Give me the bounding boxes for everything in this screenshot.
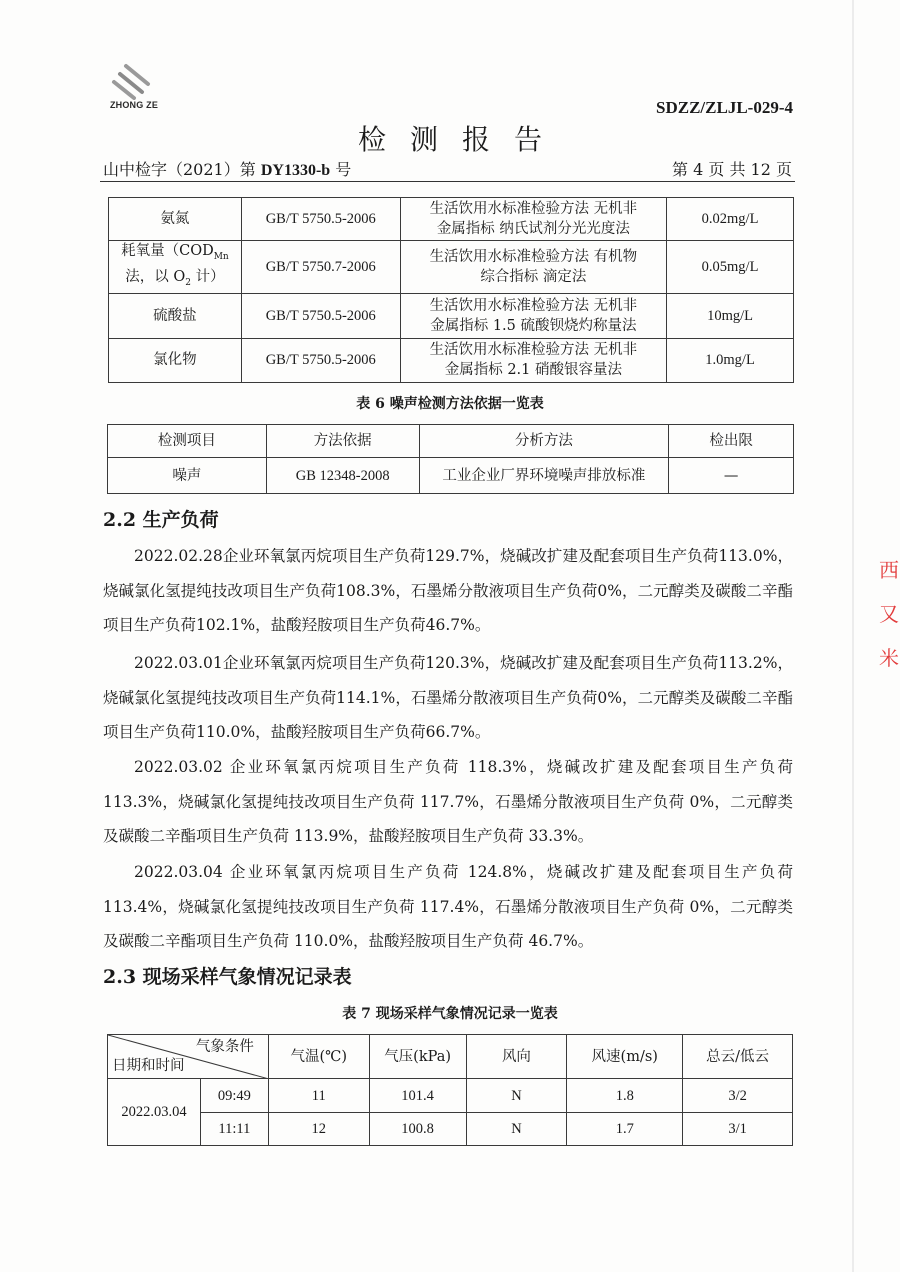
column-header: 气温(℃) bbox=[268, 1035, 369, 1079]
method-line: 生活饮用水标准检验方法 无机非 bbox=[429, 297, 638, 314]
production-load-paragraph: 2022.03.02 企业环氧氯丙烷项目生产负荷 118.3%，烧碱改扩建及配套项目生产负荷 113.3%，烧碱氯化氢提纯技改项目生产负荷 117.7%，石墨烯分散液项目生产负荷 0%，二元醇类及碳酸二辛酯项目生产负荷 113.9%，盐酸羟胺项目生产负荷 33.3%。 bbox=[103, 758, 793, 845]
limit-cell: 0.02mg/L bbox=[667, 198, 794, 241]
report-number-id: DY1330-b bbox=[260, 162, 331, 179]
column-header: 风速(m/s) bbox=[567, 1035, 683, 1079]
table-row bbox=[109, 198, 794, 241]
seal-char: 米 bbox=[879, 646, 899, 670]
logo-stripes-icon bbox=[104, 62, 164, 100]
report-number-suffix: 号 bbox=[335, 160, 352, 179]
time-cell: 09:49 bbox=[200, 1079, 268, 1113]
column-header: 检测项目 bbox=[108, 425, 267, 458]
table-row bbox=[109, 338, 794, 382]
table-row bbox=[108, 458, 794, 494]
document-title: 检测报告 bbox=[357, 123, 566, 156]
limit-cell: — bbox=[669, 458, 794, 494]
section-heading-production-load: 2.2 生产负荷 bbox=[103, 509, 219, 531]
item-line: 法，以 $O_2$ 计） bbox=[125, 268, 225, 288]
table-header-row bbox=[108, 1035, 793, 1079]
seal-char: 西 bbox=[879, 558, 899, 582]
column-header: 风向 bbox=[466, 1035, 567, 1079]
method-cell bbox=[400, 293, 666, 338]
item-cell: 氨氮 bbox=[109, 198, 242, 241]
production-load-paragraph: 2022.03.04 企业环氧氯丙烷项目生产负荷 124.8%，烧碱改扩建及配套项目生产负荷 113.4%，烧碱氯化氢提纯技改项目生产负荷 117.4%，石墨烯分散液项目生产负荷 0%，二元醇类及碳酸二辛酯项目生产负荷 110.0%，盐酸羟胺项目生产负荷 46.7%。 bbox=[103, 863, 793, 950]
column-header: 检出限 bbox=[669, 425, 794, 458]
table-row bbox=[108, 1113, 793, 1146]
method-cell bbox=[400, 241, 666, 294]
method-line: 金属指标 2.1 硝酸银容量法 bbox=[444, 362, 622, 379]
water-methods-table bbox=[108, 197, 794, 383]
wind-direction-cell: N bbox=[466, 1113, 567, 1146]
page-info: 第 4 页 共 12 页 bbox=[672, 160, 792, 179]
document-code: SDZZ/ZLJL-029-4 bbox=[656, 98, 793, 117]
header-divider bbox=[100, 181, 795, 182]
method-cell bbox=[400, 338, 666, 382]
time-cell: 11:11 bbox=[200, 1113, 268, 1146]
column-header: 方法依据 bbox=[266, 425, 419, 458]
logo-text: ZHONG ZE bbox=[109, 100, 159, 110]
method-line: 生活饮用水标准检验方法 无机非 bbox=[429, 201, 638, 217]
page-edge-shadow bbox=[852, 0, 854, 1272]
wind-direction-cell: N bbox=[466, 1079, 567, 1113]
table7-caption: 表 7 现场采样气象情况记录一览表 bbox=[342, 1006, 558, 1022]
corner-label-datetime: 日期和时间 bbox=[112, 1058, 185, 1074]
method-line: 综合指标 滴定法 bbox=[480, 268, 587, 285]
column-header: 气压(kPa) bbox=[369, 1035, 466, 1079]
item-cell: 硫酸盐 bbox=[109, 293, 242, 338]
limit-cell: 1.0mg/L bbox=[667, 338, 794, 382]
standard-cell: GB/T 5750.5-2006 bbox=[241, 198, 400, 241]
pressure-cell: 100.8 bbox=[369, 1113, 466, 1146]
table-header-row bbox=[108, 425, 794, 458]
method-line: 生活饮用水标准检验方法 无机非 bbox=[429, 342, 638, 359]
table-row bbox=[109, 293, 794, 338]
report-number bbox=[103, 157, 351, 180]
item-cell: 氯化物 bbox=[109, 338, 242, 382]
section-heading-weather: 2.3 现场采样气象情况记录表 bbox=[103, 966, 352, 988]
method-line: 生活饮用水标准检验方法 有机物 bbox=[429, 248, 638, 265]
standard-cell: GB 12348-2008 bbox=[266, 458, 419, 494]
column-header: 分析方法 bbox=[419, 425, 669, 458]
wind-speed-cell: 1.7 bbox=[567, 1113, 683, 1146]
noise-methods-table bbox=[107, 424, 794, 494]
standard-cell: GB/T 5750.5-2006 bbox=[241, 338, 400, 382]
cloud-cell: 3/2 bbox=[683, 1079, 793, 1113]
cloud-cell: 3/1 bbox=[683, 1113, 793, 1146]
standard-cell: GB/T 5750.7-2006 bbox=[241, 241, 400, 294]
method-line: 金属指标 纳氏试剂分光光度法 bbox=[436, 221, 630, 237]
column-header: 总云/低云 bbox=[683, 1035, 793, 1079]
company-logo bbox=[104, 62, 164, 120]
method-line: 金属指标 1.5 硫酸钡烧灼称量法 bbox=[430, 317, 637, 334]
red-seal-stamp bbox=[878, 548, 900, 698]
diagonal-header-cell bbox=[108, 1035, 269, 1079]
production-load-paragraph: 2022.02.28企业环氧氯丙烷项目生产负荷129.7%，烧碱改扩建及配套项目生产负荷113.0%，烧碱氯化氢提纯技改项目生产负荷108.3%，石墨烯分散液项目生产负荷0%，二元醇类及碳酸二辛酯项目生产负荷102.1%，盐酸羟胺项目生产负荷46.7%。 bbox=[103, 547, 793, 634]
item-cell: 噪声 bbox=[108, 458, 267, 494]
table-row bbox=[109, 241, 794, 294]
item-line: 耗氧量（$COD_{Mn}$ bbox=[121, 243, 229, 262]
limit-cell: 0.05mg/L bbox=[667, 241, 794, 294]
method-cell bbox=[400, 198, 666, 241]
production-load-paragraph: 2022.03.01企业环氧氯丙烷项目生产负荷120.3%，烧碱改扩建及配套项目生产负荷113.2%，烧碱氯化氢提纯技改项目生产负荷114.1%，石墨烯分散液项目生产负荷0%，二元醇类及碳酸二辛酯项目生产负荷110.0%，盐酸羟胺项目生产负荷66.7%。 bbox=[103, 654, 793, 741]
date-cell: 2022.03.04 bbox=[108, 1079, 201, 1146]
temp-cell: 11 bbox=[268, 1079, 369, 1113]
seal-char: 又 bbox=[879, 602, 899, 626]
wind-speed-cell: 1.8 bbox=[567, 1079, 683, 1113]
corner-label-weather: 气象条件 bbox=[195, 1039, 254, 1055]
limit-cell: 10mg/L bbox=[667, 293, 794, 338]
standard-cell: GB/T 5750.5-2006 bbox=[241, 293, 400, 338]
table6-caption: 表 6 噪声检测方法依据一览表 bbox=[356, 396, 544, 412]
item-cell bbox=[109, 241, 242, 294]
temp-cell: 12 bbox=[268, 1113, 369, 1146]
table-row bbox=[108, 1079, 793, 1113]
report-number-prefix: 山中检字（2021）第 bbox=[103, 160, 256, 179]
pressure-cell: 101.4 bbox=[369, 1079, 466, 1113]
method-cell: 工业企业厂界环境噪声排放标准 bbox=[419, 458, 669, 494]
weather-table bbox=[107, 1034, 793, 1146]
